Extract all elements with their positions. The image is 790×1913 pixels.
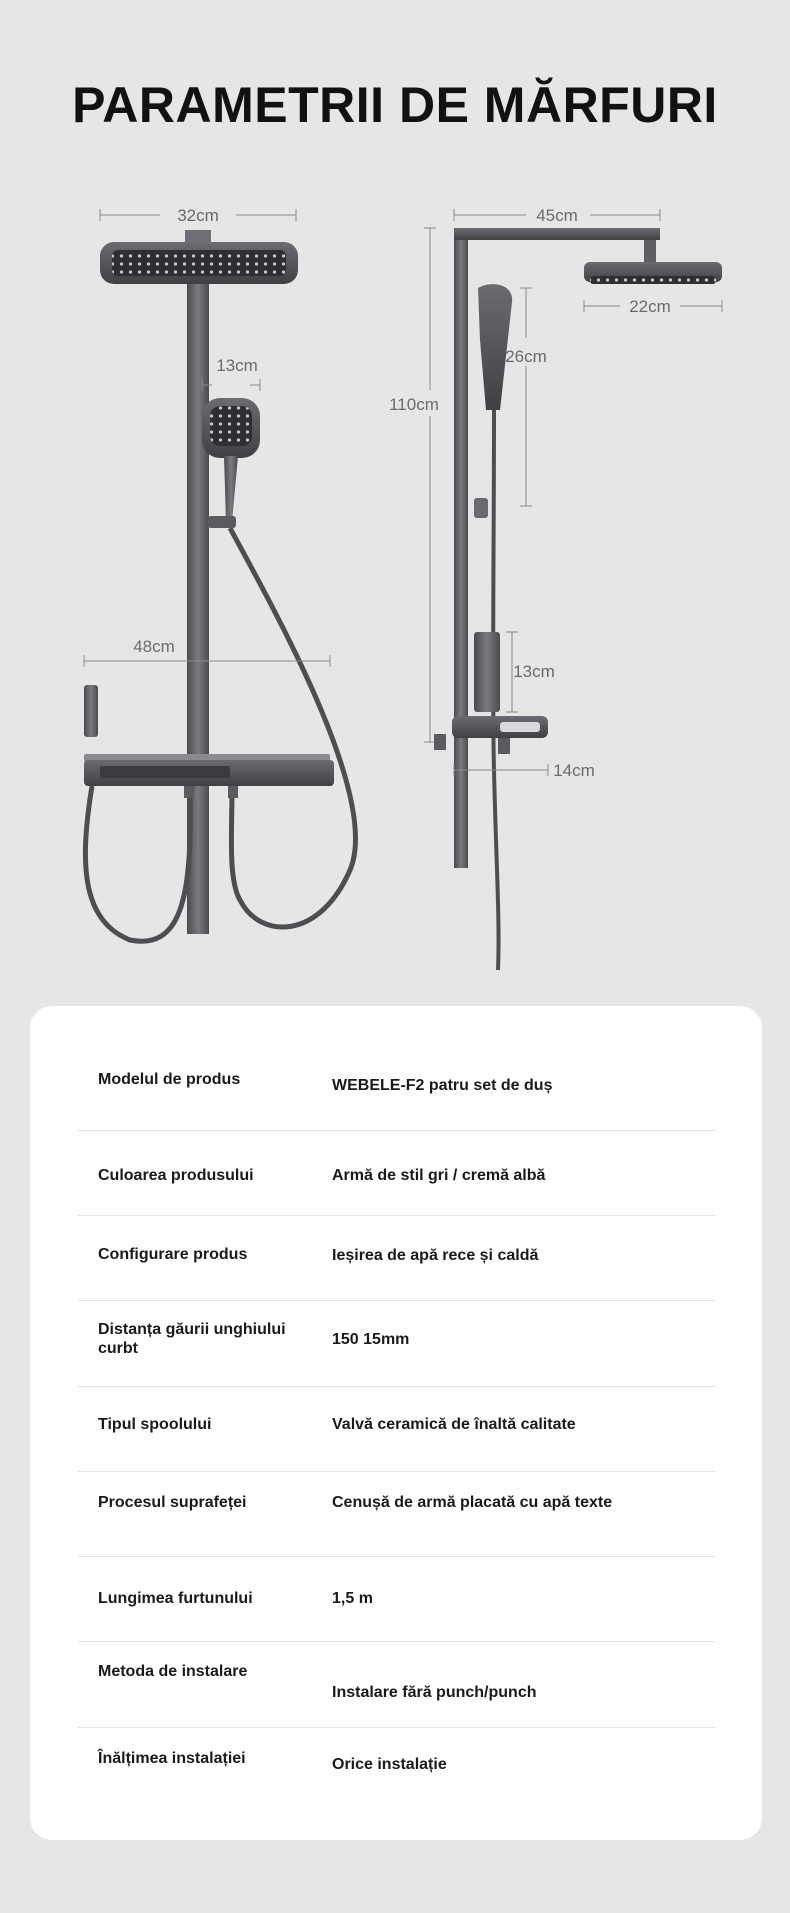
spec-value: Cenușă de armă placată cu apă texte xyxy=(332,1494,613,1511)
spec-row-configuration xyxy=(78,1215,716,1301)
front-head-width-label: 32cm xyxy=(177,206,219,225)
spec-row-color xyxy=(78,1130,716,1216)
side-foot xyxy=(434,734,446,750)
front-handheld-grip xyxy=(224,456,238,522)
side-valve-height-label: 13cm xyxy=(513,662,555,681)
spec-label: Tipul spoolului xyxy=(98,1416,212,1433)
spec-value: WEBELE-F2 patru set de duș xyxy=(332,1077,553,1094)
spec-value: Ieșirea de apă rece și caldă xyxy=(332,1247,539,1264)
side-valve-body xyxy=(474,632,500,712)
front-rain-head-nozzles xyxy=(112,250,286,276)
spec-value: Instalare fără punch/punch xyxy=(332,1684,537,1701)
front-handheld-nozzles xyxy=(210,406,252,446)
side-shelf-button xyxy=(500,722,540,732)
front-shelf-width-label: 48cm xyxy=(133,637,175,656)
spec-value: Orice instalație xyxy=(332,1756,447,1773)
spec-label: Culoarea produsului xyxy=(98,1167,254,1184)
front-top-fitting xyxy=(185,230,211,244)
side-riser-pipe xyxy=(454,228,468,868)
front-inlet-right xyxy=(228,786,238,798)
spec-label: Înălțimea instalației xyxy=(98,1750,246,1767)
side-handheld-length-dimension xyxy=(520,288,532,506)
spec-label: Modelul de produs xyxy=(98,1071,241,1088)
spec-row-installation-height xyxy=(78,1727,716,1827)
specifications-card xyxy=(30,1006,762,1840)
spec-label: Distanța găurii unghiului curbt xyxy=(98,1321,286,1357)
front-view xyxy=(84,206,356,941)
spec-label: Procesul suprafeței xyxy=(98,1494,247,1511)
spec-value: Valvă ceramică de înaltă calitate xyxy=(332,1416,576,1433)
front-spray-gun xyxy=(84,685,98,737)
spec-row-installation-method xyxy=(78,1641,716,1728)
side-handheld-holder xyxy=(474,498,488,518)
spec-label: Configurare produs xyxy=(98,1246,248,1263)
spec-row-hose-length xyxy=(78,1556,716,1642)
front-handheld-width-label: 13cm xyxy=(216,356,258,375)
spec-label: Metoda de instalare xyxy=(98,1663,248,1680)
side-total-height-label: 110cm xyxy=(389,395,439,414)
front-handheld-hose xyxy=(230,528,356,927)
side-inlet xyxy=(498,738,510,754)
side-head-diameter-label: 22cm xyxy=(629,297,671,316)
side-rain-head-face xyxy=(590,276,716,284)
front-handheld-holder xyxy=(208,516,236,528)
side-arm xyxy=(454,228,660,240)
page-title: PARAMETRII DE MĂRFURI xyxy=(72,77,718,133)
spec-value: Armă de stil gri / cremă albă xyxy=(332,1167,546,1184)
side-shelf-depth-dimension xyxy=(454,764,548,776)
spec-row-model xyxy=(78,1006,716,1131)
front-inlet-left xyxy=(184,786,194,798)
spec-row-hole-distance xyxy=(78,1300,716,1387)
spec-value: 1,5 m xyxy=(332,1590,373,1607)
spec-value: 150 15mm xyxy=(332,1331,410,1348)
spec-row-surface xyxy=(78,1471,716,1557)
front-handheld-width-dimension xyxy=(202,379,260,391)
side-total-height-dimension xyxy=(424,228,436,742)
side-view xyxy=(389,206,722,970)
product-dimension-diagram xyxy=(0,180,790,980)
spec-label: Lungimea furtunului xyxy=(98,1590,253,1607)
side-arm-length-label: 45cm xyxy=(536,206,578,225)
spec-row-spool xyxy=(78,1386,716,1472)
front-lower-hose-left xyxy=(85,786,190,941)
side-shelf-depth-label: 14cm xyxy=(553,761,595,780)
front-valve-buttons xyxy=(100,766,230,778)
side-arm-drop xyxy=(644,240,656,262)
side-handheld-length-label: 26cm xyxy=(505,347,547,366)
